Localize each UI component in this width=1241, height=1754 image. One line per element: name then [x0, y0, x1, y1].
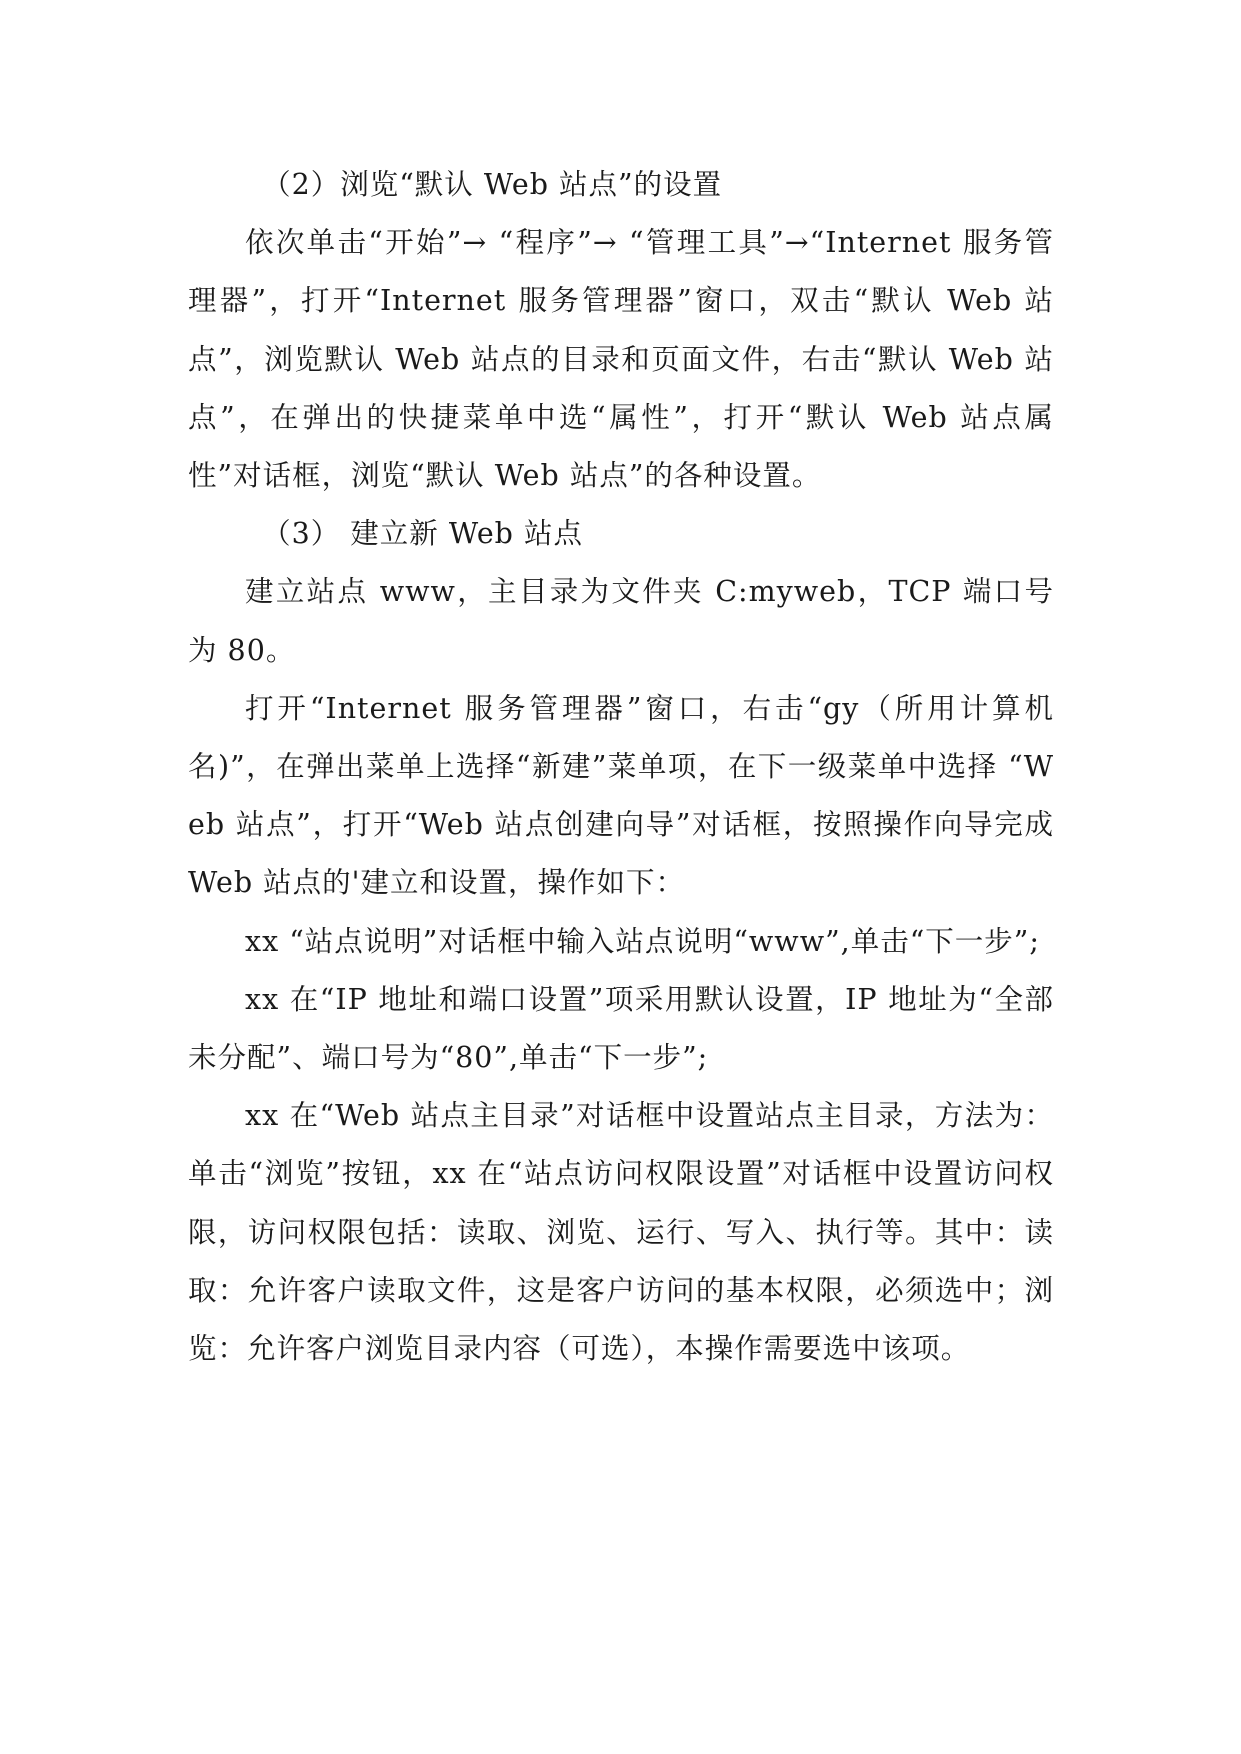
paragraph-browse-steps: 依次单击“开始”→ “程序”→ “管理工具”→“Internet 服务管理器”，打开“Internet 服务管理器”窗口，双击“默认 Web 站点”，浏览默认 Web 站点的目录和页面文件，右击“默认 Web 站点”，在弹出的快捷菜单中选“属性”，打开“默认 Web 站点属性”对话框，浏览“默认 Web 站点”的各种设置。 — [188, 226, 1054, 493]
paragraph-step-home-directory: xx 在“Web 站点主目录”对话框中设置站点主目录，方法为：单击“浏览”按钮，xx 在“站点访问权限设置”对话框中设置访问权限，访问权限包括：读取、浏览、运行、写入、执行等。其中：读取：允许客户读取文件，这是客户访问的基本权限，必须选中；浏览：允许客户浏览目录内容（可选），本操作需要选中该项。 — [188, 1099, 1054, 1366]
paragraph-site-spec: 建立站点 www，主目录为文件夹 C:myweb，TCP 端口号为 80。 — [188, 575, 1054, 667]
document-body — [188, 156, 1054, 1378]
paragraph-step-description: xx “站点说明”对话框中输入站点说明“www”,单击“下一步”; — [245, 924, 1040, 958]
section-heading-3: （3） 建立新 Web 站点 — [262, 517, 583, 551]
section-heading-2: （2）浏览“默认 Web 站点”的设置 — [262, 168, 723, 201]
paragraph-step-ip-port: xx 在“IP 地址和端口设置”项采用默认设置，IP 地址为“全部未分配”、端口号为“80”,单击“下一步”; — [188, 982, 1054, 1075]
paragraph-create-wizard: 打开“Internet 服务管理器”窗口，右击“gy（所用计算机名)”，在弹出菜单上选择“新建”菜单项，在下一级菜单中选择 “Web 站点”，打开“Web 站点创建向导”对话框，按照操作向导完成 Web 站点的'建立和设置，操作如下： — [188, 691, 1054, 900]
